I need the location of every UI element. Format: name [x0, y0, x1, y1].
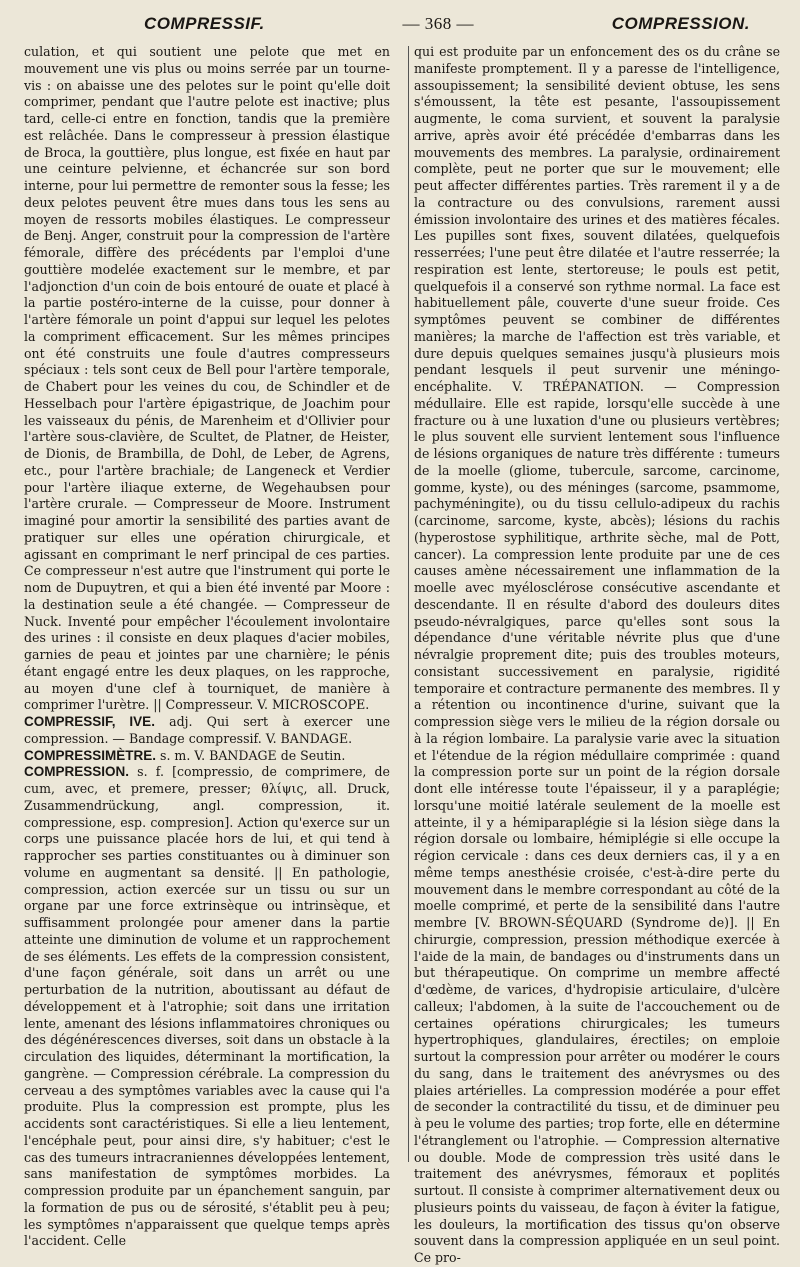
- headword-compressif: COMPRESSIF, IVE.: [24, 714, 155, 729]
- headword-compression: COMPRESSION.: [24, 764, 130, 780]
- running-header: [24, 14, 780, 44]
- continued-paragraph: culation, et qui soutient une pelote que met en mouvement une vis plus ou moins serrée par un tourne-vis : on abaisse une des pelotes sur le point qu'elle doit comprimer, pendant que l'autre pelote est inactive; plus tard, celle-ci entre en fonction, tandis que la première est relâchée. Dans le compresseur à pression élastique de Broca, la gouttière, plus longue, est fixée en haut par une ceinture pelvienne, et échancrée sur son bord interne, pour lui permettre de remonter sous la fesse; les deux pelotes peuvent être mues dans tous les sens au moyen de ressorts mobiles élastiques. Le compresseur de Benj. Anger, construit pour la compression de l'artère fémorale, diffère des précédents par l'emploi d'une gouttière modelée exactement sur le membre, et par l'adjonction d'un coin de bois entouré de ouate et placé à la partie postéro-interne de la cuisse, pour donner à l'artère fémorale un point d'appui sur lequel les pelotes la compriment efficacement. Sur les mêmes principes ont été construits une foule d'autres compresseurs spéciaux : tels sont ceux de Bell pour l'artère temporale, de Chabert pour les veines du cou, de Schindler et de Hesselbach pour l'artère épigastrique, de Joachim pour les vaisseaux du pénis, de Marenheim et d'Ollivier pour l'artère sous-clavière, de Scultet, de Platner, de Heister, de Dionis, de Brambilla, de Dohl, de Leber, de Agrens, etc., pour l'artère brachiale; de Langeneck et Verdier pour l'artère iliaque externe, de Wegehaubsen pour l'artère crurale. — Compresseur de Moore. Instrument imaginé pour amortir la sensibilité des parties avant de pratiquer sur elles une opération chirurgicale, et agissant en comprimant le nerf principal de ces parties. Ce compresseur n'est autre que l'instrument qui porte le nom de Dupuytren, et qui a bien été inventé par Moore : la destination seule a été changée. — Compresseur de Nuck. Inventé pour empêcher l'écoulement involontaire des urines : il consiste en deux plaques d'acier mobiles, garnies de peau et jointes par une charnière; le pénis étant engagé entre les deux plaques, on les rapproche, au moyen d'une clef à tourniquet, de manière à comprimer l'urètre. || Compresseur. V. MICROSCOPE.: [24, 44, 390, 713]
- left-column: [24, 44, 402, 1249]
- entry-compressif: [24, 714, 390, 748]
- entry-compressimetre: [24, 748, 390, 765]
- column-divider: [408, 46, 409, 1162]
- header-left-title: COMPRESSIF.: [144, 14, 265, 33]
- headword-compressimetre: COMPRESSIMÈTRE.: [24, 747, 157, 763]
- header-right-title: COMPRESSION.: [611, 14, 750, 33]
- entry-compression-body: s. f. [compressio, de comprimere, de cum, avec, et premere, presser; θλίψις, all. Druck, Zusammendrückung, angl. compression, it. compressione, esp. compresion]. Action qu'exerce sur un corps une puissance placée hors de lui, et qui tend à rapprocher ses parties constituantes ou à diminuer son volume en augmentant sa densité. || En pathologie, compression, action exercée sur un tissu ou sur un organe par une force extrinsèque ou intrinsèque, et suffisamment prolongée pour amener dans la partie atteinte une diminution de volume et un rapprochement de ses éléments. Les effets de la compression consistent, d'une façon générale, soit dans un arrêt ou une perturbation de la nutrition, aboutissant au défaut de développement et à l'atrophie; soit dans une irritation lente, amenant des lésions inflammatoires chroniques ou des dégénérescences diverses, soit dans un obstacle à la circulation des liquides, déterminant la mortification, la gangrène. — Compression cérébrale. La compression du cerveau a des symptômes variables avec la cause qui l'a produite. Plus la compression est prompte, plus les accidents sont caractéristiques. Si elle a lieu lentement, l'encéphale peut, pour ainsi dire, s'y habituer; c'est le cas des tumeurs intracraniennes développées lentement, sans manifestation de symptômes morbides. La compression produite par un épanchement sanguin, par la formation de pus ou de sérosité, s'établit peu à peu; les symptômes n'apparaissent que quelque temps après l'accident. Celle: [24, 764, 390, 1249]
- entry-compressimetre-body: s. m. V. BANDAGE de Seutin.: [156, 747, 346, 763]
- entry-compression: [24, 764, 390, 1250]
- text-columns: [24, 44, 780, 1265]
- entry-compressif-body: adj. Qui sert à exercer une compression. — Bandage compressif. V. BANDAGE.: [24, 714, 391, 746]
- right-column: [402, 44, 780, 1265]
- right-column-text: qui est produite par un enfoncement des os du crâne se manifeste promptement. Il y a paresse de l'intelligence, assoupissement; la sensibilité devient obtuse, les sens s'émoussent, la tête est pesante, l'assoupissement augmente, le coma survient, et souvent la paralysie arrive, après avoir été précédée d'embarras dans les mouvements des membres. La paralysie, ordinairement complète, peut ne porter que sur le mouvement; elle peut affecter différentes parties. Très rarement il y a de la contracture ou des convulsions, rarement aussi émission involontaire des urines et des matières fécales. Les pupilles sont fixes, souvent dilatées, quelquefois resserrées; l'une peut être dilatée et l'autre resserrée; la respiration est lente, stertoreuse; le pouls est petit, quelquefois il a conservé son rythme normal. La face est habituellement pâle, couverte d'une sueur froide. Ces symptômes peuvent se combiner de différentes manières; la marche de l'affection est très variable, et dure depuis quelques semaines jusqu'à plusieurs mois pendant lesquels il peut survenir une méningo-encéphalite. V. TRÉPANATION. — Compression médullaire. Elle est rapide, lorsqu'elle succède à une fracture ou à une luxation d'une ou plusieurs vertèbres; le plus souvent elle survient lentement sous l'influence de lésions organiques de nature très différente : tumeurs de la moelle (gliome, tubercule, sarcome, carcinome, gomme, kyste), ou des méninges (sarcome, psammome, pachyméningite), ou du tissu cellulo-adipeux du rachis (carcinome, sarcome, kyste, abcès); lésions du rachis (hyperostose syphilitique, arthrite sèche, mal de Pott, cancer). La compression lente produite par une de ces causes amène nécessairement une inflammation de la moelle avec myélosclérose consécutive ascendante et descendante. Il en résulte d'abord des douleurs dites pseudo-névralgiques, parce qu'elles sont sous la dépendance d'une véritable névrite plus que d'une névralgie proprement dite; puis des troubles moteurs, consistant successivement en paralysie, rigidité temporaire et contracture permanente des membres. Il y a rétention ou incontinence d'urine, suivant que la compression siège vers le milieu de la région dorsale ou à la région lombaire. La paralysie varie avec la situation et l'étendue de la région médullaire comprimée : quand la compression porte sur un point de la région dorsale dont elle intéresse toute l'épaisseur, il y a paraplégie; lorsqu'une moitié latérale seulement de la moelle est atteinte, il y a hémiparaplégie si la lésion siège dans la région dorsale ou lombaire, hémiplégie si elle occupe la région cervicale : dans ces deux derniers cas, il y a en même temps anesthésie croisée, c'est-à-dire perte du mouvement dans le membre correspondant au côté de la moelle comprimé, et perte de la sensibilité dans l'autre membre [V. BROWN-SÉQUARD (Syndrome de)]. || En chirurgie, compression, pression méthodique exercée à l'aide de la main, de bandages ou d'instruments dans un but thérapeutique. On comprime un membre affecté d'œdème, de varices, d'hydropisie articulaire, d'ulcère calleux; l'abdomen, à la suite de l'accouchement ou de certaines opérations chirurgicales; les tumeurs hypertrophiques, glandulaires, érectiles; on emploie surtout la compression pour arrêter ou modérer le cours du sang, dans le traitement des anévrysmes ou des plaies artérielles. La compression modérée a pour effet de seconder la contractilité du tissu, et de diminuer peu à peu le volume des parties; trop forte, elle en détermine l'étranglement ou l'atrophie. — Compression alternative ou double. Mode de compression très usité dans le traitement des anévrysmes, fémoraux et poplités surtout. Il consiste à comprimer alternativement deux ou plusieurs points du vaisseau, de façon à éviter la fatigue, les douleurs, la mortification des tissus qu'on observe souvent dans la compression appliquée en un seul point. Ce pro-: [414, 44, 780, 1265]
- page-number: — 368 —: [402, 14, 474, 33]
